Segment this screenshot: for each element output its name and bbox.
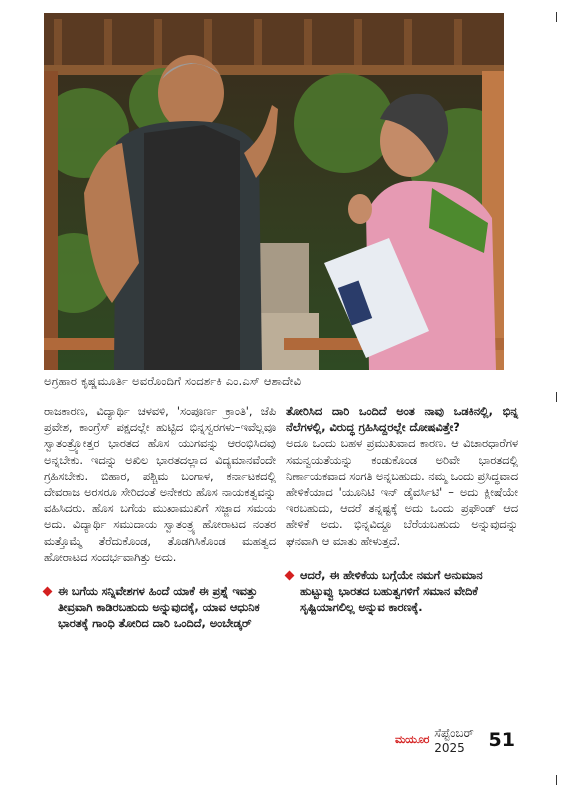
right-column xyxy=(286,404,518,616)
red-diamond-bullet-icon xyxy=(43,587,53,597)
magazine-logo: ಮಯೂರ xyxy=(395,733,430,746)
body-paragraph: ರಾಜಕಾರಣ, ವಿದ್ಯಾರ್ಥಿ ಚಳವಳಿ, 'ಸಂಪೂರ್ಣ ಕ್ರಾಂತಿ', ಜೆಪಿ ಪ್ರವೇಶ, ಕಾಂಗ್ರೆಸ್ ಪಕ್ಷದಲ್ಲೇ ಹುಟ್ಟಿದ ಭಿನ್ನಸ್ವರಗಳು–ಇವೆಲ್ಲವೂ ಸ್ವಾತಂತ್ರ್ಯೋತ್ತರ ಭಾರತದ ಹೊಸ ಯುಗವನ್ನು ಆರಂಭಿಸಿದವು ಅನ್ನಬೇಕು. ಇದನ್ನು ಅಖಿಲ ಭಾರತದಲ್ಲಾದ ವಿದ್ಯಮಾನವೆಂದೇ ಗ್ರಹಿಸಬೇಕು. ಬಿಹಾರ, ಪಶ್ಚಿಮ ಬಂಗಾಳ, ಕರ್ನಾಟಕದಲ್ಲಿ ದೇವರಾಜ ಅರಸರೂ ಸೇರಿದಂತೆ ಅನೇಕರು ಹೊಸ ನಾಯಕತ್ವವನ್ನು ವಹಿಸಿದರು. ಹೊಸ ಬಗೆಯ ಮುಖಾಮುಖಿಗೆ ಸಜ್ಜಾದ ಸಮಯ ಅದು. ವಿದ್ಯಾರ್ಥಿ ಸಮುದಾಯ ಸ್ವಾತಂತ್ರ್ಯ ಹೋರಾಟದ ನಂತರ ಮತ್ತೊಮ್ಮೆ ತೆರೆದುಕೊಂಡ, ತೊಡಗಿಸಿಕೊಂಡ ಮಹತ್ವದ ಹೋರಾಟದ ಸಂದರ್ಭವಾಗಿತ್ತು ಅದು. xyxy=(44,405,276,564)
body-paragraph: ಅದೂ ಒಂದು ಬಹಳ ಪ್ರಮುಖವಾದ ಕಾರಣ. ಆ ವಿಚಾರಧಾರೆಗಳ ಸಮನ್ವಯತೆಯನ್ನು ಕಂಡುಕೊಂಡ ಅರಿವೇ ಭಾರತದಲ್ಲಿ ನಿರ್ಣಾಯಕವಾದ ಸಂಗತಿ ಅನ್ನಬಹುದು. ನಮ್ಮ ಒಂದು ಪ್ರಸಿದ್ಧವಾದ ಹೇಳಿಕೆಯಾದ 'ಯೂನಿಟಿ ಇನ್ ಡೈವರ್ಸಿಟಿ' – ಅದು ಕ್ಲೀಷೆಯೇ ಇರಬಹುದು, ಆದರೆ ತನ್ನಷ್ಟಕ್ಕೆ ಅದು ಒಂದು ಪ್ರಫೌಂಡ್ ಆದ ಹೇಳಿಕೆ ಅದು. ಭಿನ್ನವಿದ್ದೂ ಬೆರೆಯಬಹುದು ಅನ್ನುವುದನ್ನು ಘನವಾಗಿ ಆ ಮಾತು ಹೇಳುತ್ತದೆ. xyxy=(286,437,519,548)
crop-mark xyxy=(556,12,557,22)
photo-caption: ಅಗ್ರಹಾರ ಕೃಷ್ಣಮೂರ್ತಿ ಅವರೊಂದಿಗೆ ಸಂದರ್ಶಕಿ ಎಂ.ಎಸ್ ಆಶಾದೇವಿ xyxy=(44,374,302,388)
question-text: ಆದರೆ, ಈ ಹೇಳಿಕೆಯ ಬಗ್ಗೆಯೇ ನಮಗೆ ಅನುಮಾನ ಹುಟ್ಟುವ್ವು ಭಾರತದ ಬಹುತ್ವಗಳಿಗೆ ಸಮಾನ ವೇದಿಕೆ ಸೃಷ್ಟಿಯಾಗಲಿಲ್ಲ ಅನ್ನುವ ಕಾರಣಕ್ಕೆ. xyxy=(300,568,483,615)
question-continuation: ತೋರಿಸಿದ ದಾರಿ ಒಂದಿದೆ ಅಂತ ನಾವು ಒಡಕಿನಲ್ಲಿ, ಭಿನ್ನ ನೆಲೆಗಳಲ್ಲಿ, ವಿರುದ್ಧ ಗ್ರಹಿಸಿದ್ದರಲ್ಲೇ ದೋಷವಿತ್ತೇ? xyxy=(286,405,518,435)
red-diamond-bullet-icon xyxy=(285,570,295,580)
crop-mark xyxy=(556,775,557,785)
question-text: ಈ ಬಗೆಯ ಸನ್ನಿವೇಶಗಳ ಹಿಂದೆ ಯಾಕೆ ಈ ಪ್ರಶ್ನೆ ಇವತ್ತು ತೀವ್ರವಾಗಿ ಕಾಡಿರಬಹುದು ಅನ್ನುವುದಕ್ಕೆ, ಯಾವ ಆಧುನಿಕ ಭಾರತಕ್ಕೆ ಗಾಂಧಿ ತೋರಿದ ದಾರಿ ಒಂದಿದೆ, ಅಂಬೇಡ್ಕರ್ xyxy=(58,585,260,631)
left-column xyxy=(44,404,276,633)
photo-illustration xyxy=(44,13,504,370)
page-footer xyxy=(395,725,515,755)
interview-photo xyxy=(44,13,504,370)
question-block-2 xyxy=(286,568,518,617)
page-number: 51 xyxy=(488,729,515,751)
question-block xyxy=(44,584,276,633)
crop-mark xyxy=(556,392,557,402)
issue-date: ಸೆಪ್ಟೆಂಬರ್ 2025 xyxy=(434,725,474,755)
